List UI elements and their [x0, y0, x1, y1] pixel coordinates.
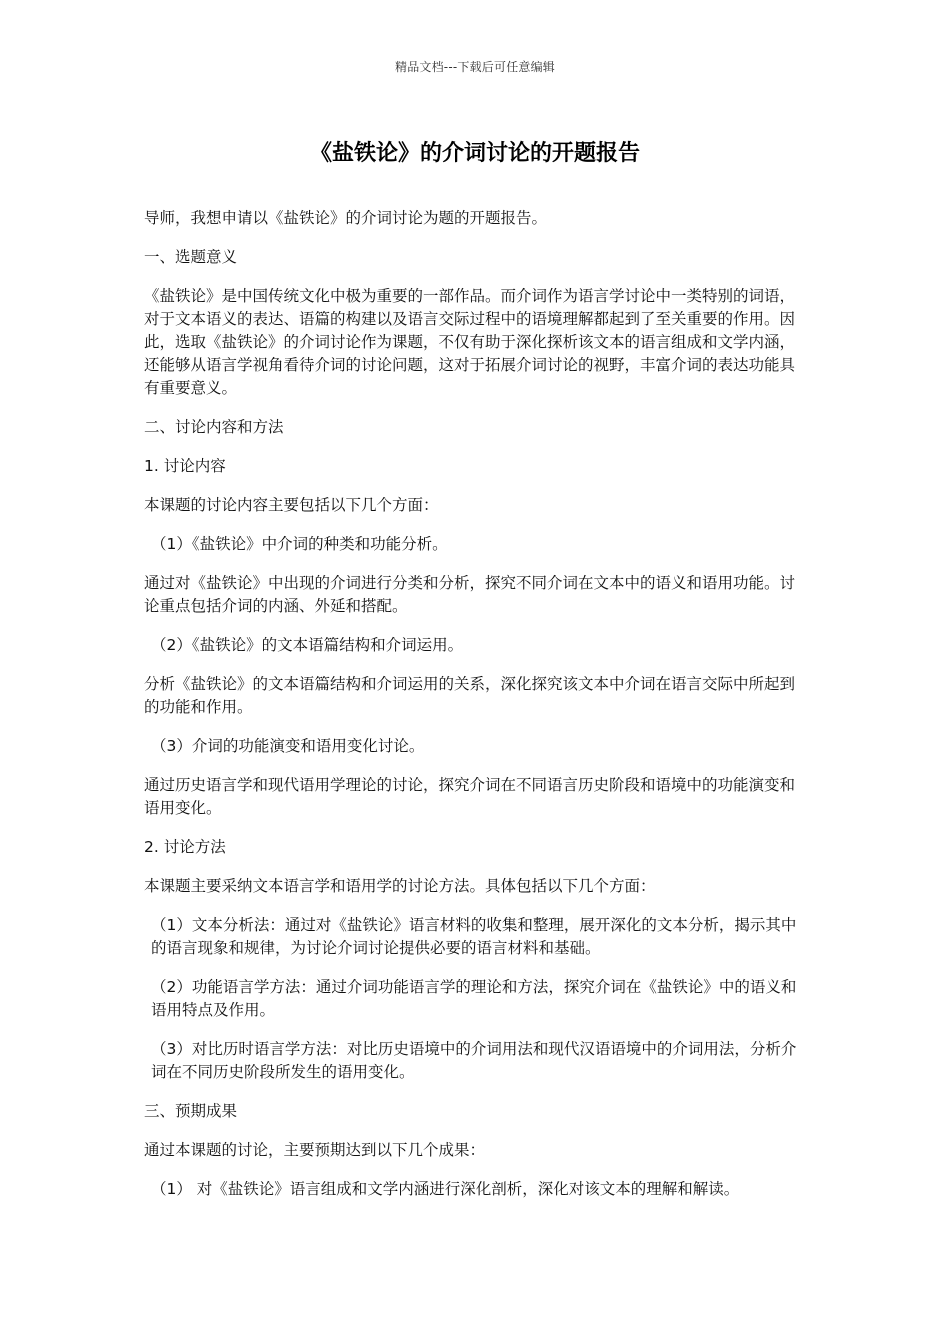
content-item-2: （2）《盐铁论》的文本语篇结构和介词运用。 — [151, 636, 464, 654]
subheading-methods: 2. 讨论方法 — [144, 838, 226, 856]
content-item-1: （1）《盐铁论》中介词的种类和功能分析。 — [151, 535, 448, 553]
document-body — [144, 207, 810, 1217]
intro-paragraph: 导师，我想申请以《盐铁论》的介词讨论为题的开题报告。 — [144, 209, 548, 227]
section-heading-outcomes: 三、预期成果 — [144, 1102, 238, 1120]
document-title: 《盐铁论》的介词讨论的开题报告 — [309, 141, 640, 166]
content-item-2-detail: 分析《盐铁论》的文本语篇结构和介词运用的关系，深化探究该文本中介词在语言交际中所起到的功能和作用。 — [144, 675, 796, 716]
content-item-1-detail: 通过对《盐铁论》中出现的介词进行分类和分析，探究不同介词在文本中的语义和语用功能。讨论重点包括介词的内涵、外延和搭配。 — [144, 574, 796, 615]
method-item-2: （2）功能语言学方法：通过介词功能语言学的理论和方法，探究介词在《盐铁论》中的语义和语用特点及作用。 — [151, 978, 797, 1019]
method-item-1: （1）文本分析法：通过对《盐铁论》语言材料的收集和整理，展开深化的文本分析，揭示其中的语言现象和规律，为讨论介词讨论提供必要的语言材料和基础。 — [151, 916, 797, 957]
method-item-3: （3）对比历时语言学方法：对比历史语境中的介词用法和现代汉语语境中的介词用法，分析介词在不同历史阶段所发生的语用变化。 — [151, 1040, 797, 1081]
significance-paragraph: 《盐铁论》是中国传统文化中极为重要的一部作品。而介词作为语言学讨论中一类特别的词语，对于文本语义的表达、语篇的构建以及语言交际过程中的语境理解都起到了至关重要的作用。因此，选取《盐铁论》的介词讨论作为课题，不仅有助于深化探析该文本的语言组成和文学内涵，还能够从语言学视角看待介词的讨论问题，这对于拓展介词讨论的视野，丰富介词的表达功能具有重要意义。 — [144, 287, 796, 397]
outcome-item-1: （1） 对《盐铁论》语言组成和文学内涵进行深化剖析，深化对该文本的理解和解读。 — [151, 1180, 740, 1198]
section-heading-significance: 一、选题意义 — [144, 248, 238, 266]
content-intro-paragraph: 本课题的讨论内容主要包括以下几个方面： — [144, 496, 439, 514]
methods-intro-paragraph: 本课题主要采纳文本语言学和语用学的讨论方法。具体包括以下几个方面： — [144, 877, 656, 895]
subheading-content: 1. 讨论内容 — [144, 457, 226, 475]
outcomes-intro-paragraph: 通过本课题的讨论，主要预期达到以下几个成果： — [144, 1141, 486, 1159]
header-note: 精品文档---下载后可任意编辑 — [395, 60, 555, 74]
content-item-3-detail: 通过历史语言学和现代语用学理论的讨论，探究介词在不同语言历史阶段和语境中的功能演变和语用变化。 — [144, 776, 796, 817]
section-heading-content-methods: 二、讨论内容和方法 — [144, 418, 284, 436]
content-item-3: （3）介词的功能演变和语用变化讨论。 — [151, 737, 425, 755]
